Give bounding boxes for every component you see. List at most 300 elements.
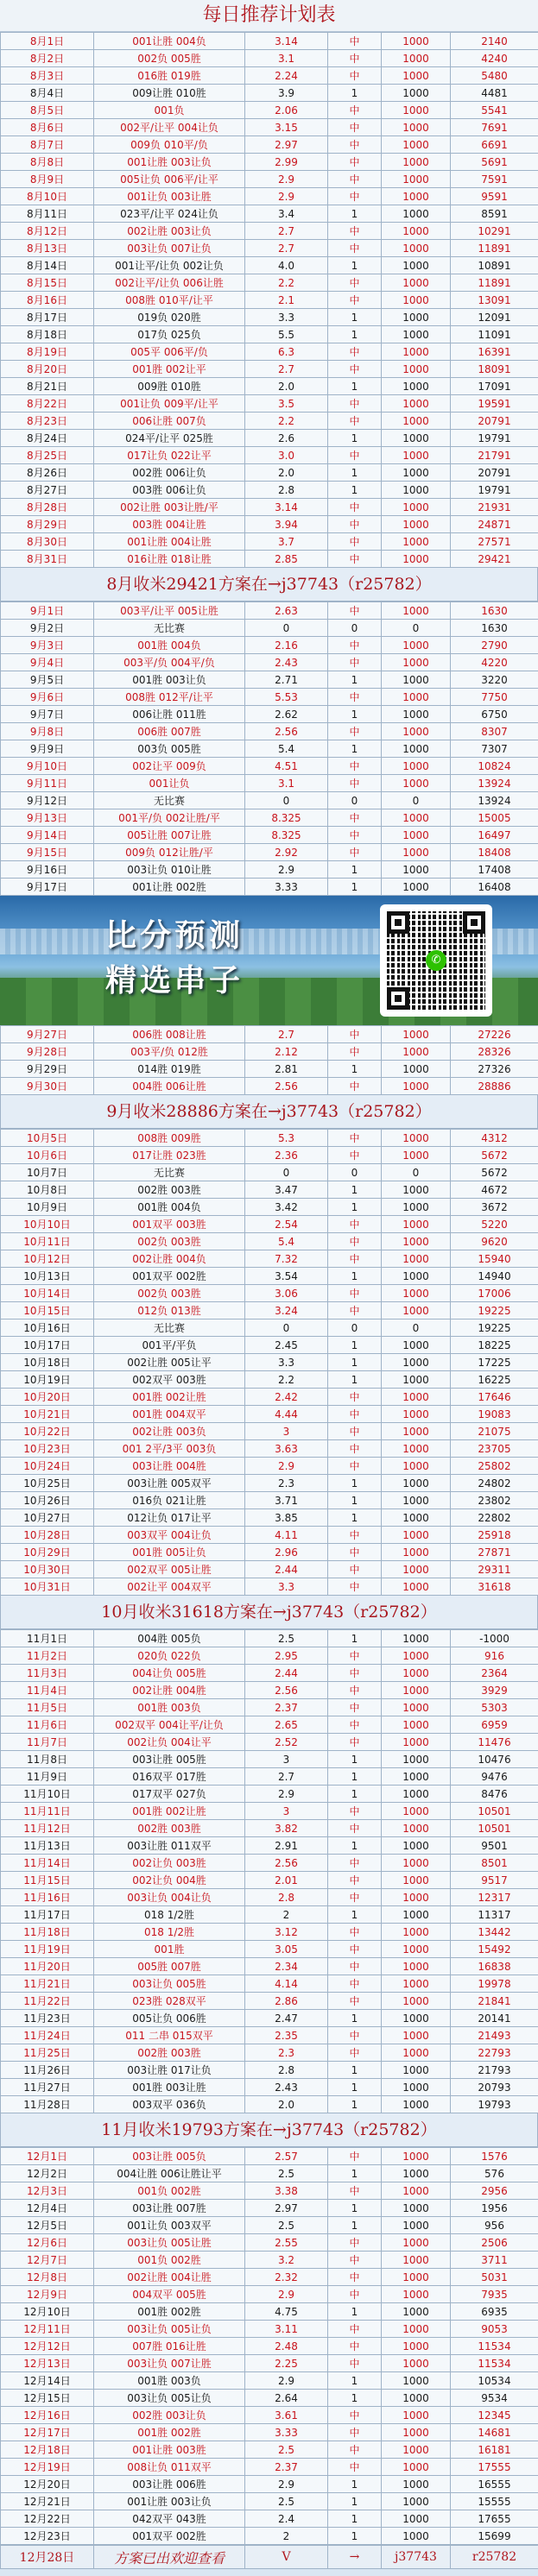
- row-date: 10月30日: [1, 1561, 94, 1578]
- row-picks: 003胜 004让胜: [94, 516, 245, 533]
- row-picks: 002胜 006让负: [94, 464, 245, 482]
- row-balance: 27871: [451, 1544, 538, 1561]
- row-odds: 2: [245, 2528, 328, 2545]
- row-result: 中: [328, 2424, 382, 2441]
- row-balance: 22793: [451, 2044, 538, 2062]
- row-stake: 1000: [382, 2252, 451, 2269]
- table-row: [1, 1837, 538, 1855]
- row-date: 10月20日: [1, 1389, 94, 1406]
- row-date: 10月9日: [1, 1199, 94, 1216]
- row-stake: 1000: [382, 1837, 451, 1855]
- row-stake: 1000: [382, 1406, 451, 1423]
- row-odds: 2.4: [245, 2510, 328, 2528]
- row-date: 8月24日: [1, 430, 94, 447]
- table-row: [1, 50, 538, 67]
- row-odds: 2.35: [245, 2027, 328, 2044]
- row-stake: 1000: [382, 2407, 451, 2424]
- row-date: 9月16日: [1, 861, 94, 879]
- row-stake: 1000: [382, 1665, 451, 1682]
- row-date: 10月31日: [1, 1578, 94, 1596]
- row-picks: 002双平 004让平/让负: [94, 1716, 245, 1734]
- row-stake: 1000: [382, 809, 451, 827]
- row-stake: 1000: [382, 2510, 451, 2528]
- row-date: 11月23日: [1, 2010, 94, 2027]
- row-odds: 2.34: [245, 1958, 328, 1975]
- row-odds: 5.3: [245, 1130, 328, 1147]
- row-stake: 1000: [382, 1699, 451, 1716]
- row-result: 中: [328, 154, 382, 171]
- table-row: [1, 257, 538, 274]
- row-stake: 1000: [382, 292, 451, 309]
- table-row: [1, 1768, 538, 1786]
- row-picks: 007胜 016让胜: [94, 2338, 245, 2355]
- row-odds: 2.3: [245, 1475, 328, 1492]
- row-date: 12月19日: [1, 2459, 94, 2476]
- row-balance: 6691: [451, 136, 538, 154]
- table-row: [1, 2321, 538, 2338]
- row-result: 1: [328, 861, 382, 879]
- row-picks: 002让胜 004负: [94, 1250, 245, 1268]
- row-date: 11月13日: [1, 1837, 94, 1855]
- row-date: 8月22日: [1, 395, 94, 413]
- row-date: 10月17日: [1, 1337, 94, 1354]
- footer-arrow: →: [328, 2546, 382, 2569]
- qr-code-icon: [380, 904, 492, 1017]
- table-row: [1, 2424, 538, 2441]
- row-balance: 22802: [451, 1509, 538, 1527]
- table-row: [1, 706, 538, 723]
- row-picks: 006让胜 011胜: [94, 706, 245, 723]
- row-odds: 3.24: [245, 1302, 328, 1319]
- table-row: [1, 2510, 538, 2528]
- row-odds: 2.0: [245, 464, 328, 482]
- row-result: 中: [328, 67, 382, 85]
- table-row: [1, 1665, 538, 1682]
- row-balance: 24871: [451, 516, 538, 533]
- row-stake: 1000: [382, 464, 451, 482]
- row-stake: 1000: [382, 1527, 451, 1544]
- row-picks: 无比赛: [94, 1319, 245, 1337]
- row-result: 中: [328, 171, 382, 188]
- row-result: 0: [328, 792, 382, 809]
- row-result: 中: [328, 1250, 382, 1268]
- table-row: [1, 1130, 538, 1147]
- row-picks: 004让负 005胜: [94, 1665, 245, 1682]
- row-result: 中: [328, 1406, 382, 1423]
- row-balance: 28886: [451, 1078, 538, 1095]
- row-odds: 2.36: [245, 1147, 328, 1164]
- table-row: [1, 1906, 538, 1924]
- row-stake: 1000: [382, 1544, 451, 1561]
- row-odds: 2.97: [245, 136, 328, 154]
- row-result: 1: [328, 2217, 382, 2234]
- row-date: 9月3日: [1, 637, 94, 654]
- row-date: 10月16日: [1, 1319, 94, 1337]
- row-odds: 2.5: [245, 1630, 328, 1647]
- footer-note: 方案已出欢迎查看: [94, 2546, 245, 2569]
- row-odds: 2.32: [245, 2269, 328, 2286]
- row-odds: 4.11: [245, 1527, 328, 1544]
- row-odds: 2.92: [245, 844, 328, 861]
- table-row: [1, 689, 538, 706]
- row-balance: 14940: [451, 1268, 538, 1285]
- table-row: [1, 1544, 538, 1561]
- row-picks: 017负 025负: [94, 326, 245, 343]
- row-picks: 004双平 005胜: [94, 2286, 245, 2303]
- row-date: 8月28日: [1, 499, 94, 516]
- table-row: [1, 154, 538, 171]
- row-odds: 2.24: [245, 67, 328, 85]
- table-row: [1, 1855, 538, 1872]
- row-odds: 3.38: [245, 2182, 328, 2200]
- row-stake: 0: [382, 792, 451, 809]
- table-row: [1, 1682, 538, 1699]
- row-stake: 1000: [382, 1941, 451, 1958]
- row-date: 10月19日: [1, 1371, 94, 1389]
- row-stake: 1000: [382, 499, 451, 516]
- row-result: 1: [328, 2096, 382, 2113]
- row-result: 1: [328, 1354, 382, 1371]
- row-odds: 2.48: [245, 2338, 328, 2355]
- row-date: 8月26日: [1, 464, 94, 482]
- table-row: [1, 551, 538, 568]
- row-date: 10月15日: [1, 1302, 94, 1319]
- table-row: [1, 1043, 538, 1061]
- row-balance: 10891: [451, 257, 538, 274]
- row-balance: 9476: [451, 1768, 538, 1786]
- row-balance: 5691: [451, 154, 538, 171]
- row-stake: 1000: [382, 2372, 451, 2390]
- row-result: 0: [328, 1164, 382, 1181]
- row-stake: 0: [382, 1164, 451, 1181]
- table-row: [1, 67, 538, 85]
- row-date: 10月14日: [1, 1285, 94, 1302]
- row-picks: 无比赛: [94, 1164, 245, 1181]
- oct-summary: 10月收米31618方案在→j37743（r25782）: [0, 1596, 538, 1629]
- row-result: 中: [328, 1216, 382, 1233]
- row-balance: 17225: [451, 1354, 538, 1371]
- row-result: 中: [328, 1285, 382, 1302]
- row-balance: 10501: [451, 1820, 538, 1837]
- row-picks: 001让胜 003胜: [94, 2441, 245, 2459]
- row-result: 1: [328, 482, 382, 499]
- table-row: [1, 1302, 538, 1319]
- row-result: 中: [328, 1561, 382, 1578]
- row-result: 中: [328, 551, 382, 568]
- row-odds: 3.14: [245, 33, 328, 50]
- row-odds: 2.56: [245, 723, 328, 740]
- row-balance: 23802: [451, 1492, 538, 1509]
- row-date: 11月11日: [1, 1803, 94, 1820]
- row-balance: 29311: [451, 1561, 538, 1578]
- row-result: 中: [328, 809, 382, 827]
- table-row: [1, 740, 538, 758]
- row-picks: 001让负: [94, 775, 245, 792]
- row-picks: 024平/让平 025胜: [94, 430, 245, 447]
- row-stake: 1000: [382, 1475, 451, 1492]
- row-stake: 1000: [382, 861, 451, 879]
- row-balance: 2506: [451, 2234, 538, 2252]
- row-stake: 1000: [382, 1389, 451, 1406]
- table-row: [1, 654, 538, 671]
- table-row: [1, 2182, 538, 2200]
- row-picks: 002让负 003胜: [94, 1855, 245, 1872]
- row-picks: 001让平/让负 002让负: [94, 257, 245, 274]
- row-odds: 3.4: [245, 205, 328, 223]
- table-row: [1, 1371, 538, 1389]
- row-result: 中: [328, 188, 382, 205]
- row-result: 中: [328, 1820, 382, 1837]
- nov-table: [0, 1629, 538, 2113]
- row-date: 12月9日: [1, 2286, 94, 2303]
- row-picks: 002让胜 005让平: [94, 1354, 245, 1371]
- row-picks: 020负 022负: [94, 1647, 245, 1665]
- row-odds: 2.42: [245, 1389, 328, 1406]
- row-balance: 20141: [451, 2010, 538, 2027]
- table-row: [1, 395, 538, 413]
- row-balance: 3220: [451, 671, 538, 689]
- row-picks: 002胜 003胜: [94, 1181, 245, 1199]
- row-picks: 001负: [94, 102, 245, 119]
- row-picks: 003平/负 004平/负: [94, 654, 245, 671]
- table-row: [1, 2286, 538, 2303]
- row-odds: 4.44: [245, 1406, 328, 1423]
- table-row: [1, 2493, 538, 2510]
- row-picks: 001让胜 004负: [94, 33, 245, 50]
- row-date: 12月16日: [1, 2407, 94, 2424]
- row-result: 1: [328, 2200, 382, 2217]
- row-date: 12月12日: [1, 2338, 94, 2355]
- row-balance: 15492: [451, 1941, 538, 1958]
- table-row: [1, 1268, 538, 1285]
- row-stake: 1000: [382, 740, 451, 758]
- row-result: 1: [328, 740, 382, 758]
- row-odds: 2.63: [245, 602, 328, 620]
- row-result: 中: [328, 447, 382, 464]
- row-stake: 1000: [382, 2027, 451, 2044]
- row-picks: 008胜 009胜: [94, 1130, 245, 1147]
- aug-table: [0, 32, 538, 568]
- row-date: 8月20日: [1, 361, 94, 378]
- row-date: 11月15日: [1, 1872, 94, 1889]
- row-stake: 1000: [382, 309, 451, 326]
- row-stake: 1000: [382, 50, 451, 67]
- row-balance: 20791: [451, 413, 538, 430]
- row-odds: 8.325: [245, 809, 328, 827]
- row-result: 中: [328, 516, 382, 533]
- row-picks: 无比赛: [94, 792, 245, 809]
- row-date: 12月13日: [1, 2355, 94, 2372]
- row-stake: 1000: [382, 1492, 451, 1509]
- row-odds: 3.3: [245, 1578, 328, 1596]
- table-row: [1, 2441, 538, 2459]
- row-stake: 1000: [382, 2528, 451, 2545]
- row-odds: 3.94: [245, 516, 328, 533]
- row-date: 8月25日: [1, 447, 94, 464]
- row-balance: 11476: [451, 1734, 538, 1751]
- row-stake: 1000: [382, 637, 451, 654]
- row-date: 11月26日: [1, 2062, 94, 2079]
- row-balance: 21791: [451, 447, 538, 464]
- row-stake: 1000: [382, 1354, 451, 1371]
- row-odds: 2.91: [245, 1837, 328, 1855]
- row-odds: 4.51: [245, 758, 328, 775]
- row-picks: 003双平 036负: [94, 2096, 245, 2113]
- row-balance: 14681: [451, 2424, 538, 2441]
- row-stake: 1000: [382, 1924, 451, 1941]
- row-odds: 3: [245, 1803, 328, 1820]
- table-row: [1, 1786, 538, 1803]
- row-date: 10月5日: [1, 1130, 94, 1147]
- table-row: [1, 1389, 538, 1406]
- row-date: 12月23日: [1, 2528, 94, 2545]
- row-picks: 001负 002胜: [94, 2252, 245, 2269]
- row-balance: 28326: [451, 1043, 538, 1061]
- table-row: [1, 274, 538, 292]
- row-picks: 003平/让平 005让胜: [94, 602, 245, 620]
- row-stake: 1000: [382, 758, 451, 775]
- row-stake: 1000: [382, 430, 451, 447]
- row-date: 9月29日: [1, 1061, 94, 1078]
- row-picks: 002让平 004双平: [94, 1578, 245, 1596]
- row-balance: 4220: [451, 654, 538, 671]
- row-date: 11月4日: [1, 1682, 94, 1699]
- row-result: 中: [328, 2234, 382, 2252]
- row-date: 12月1日: [1, 2148, 94, 2165]
- row-odds: 3.63: [245, 1440, 328, 1458]
- row-odds: 2.43: [245, 654, 328, 671]
- row-result: 1: [328, 1837, 382, 1855]
- row-stake: 1000: [382, 775, 451, 792]
- row-picks: 001负 002胜: [94, 2182, 245, 2200]
- row-stake: 1000: [382, 257, 451, 274]
- row-balance: 8476: [451, 1786, 538, 1803]
- row-date: 11月2日: [1, 1647, 94, 1665]
- row-picks: 002让胜 003让胜/平: [94, 499, 245, 516]
- table-row: [1, 223, 538, 240]
- row-odds: 3.82: [245, 1820, 328, 1837]
- row-odds: 2: [245, 1906, 328, 1924]
- row-picks: 无比赛: [94, 620, 245, 637]
- row-balance: 10476: [451, 1751, 538, 1768]
- row-date: 10月10日: [1, 1216, 94, 1233]
- row-stake: 1000: [382, 844, 451, 861]
- table-row: [1, 1164, 538, 1181]
- row-date: 11月28日: [1, 2096, 94, 2113]
- row-picks: 012让负 017让平: [94, 1509, 245, 1527]
- table-row: [1, 1181, 538, 1199]
- row-odds: 2.52: [245, 1734, 328, 1751]
- row-result: 中: [328, 119, 382, 136]
- row-stake: 1000: [382, 1302, 451, 1319]
- row-odds: 2.55: [245, 2234, 328, 2252]
- row-balance: 11091: [451, 326, 538, 343]
- row-balance: 9053: [451, 2321, 538, 2338]
- row-result: 中: [328, 2286, 382, 2303]
- row-odds: 0: [245, 792, 328, 809]
- row-result: 中: [328, 1043, 382, 1061]
- table-row: [1, 292, 538, 309]
- table-row: [1, 2355, 538, 2372]
- row-balance: 4672: [451, 1181, 538, 1199]
- row-stake: 1000: [382, 240, 451, 257]
- table-row: [1, 1975, 538, 1993]
- table-row: [1, 1820, 538, 1837]
- row-picks: 011 二串 015双平: [94, 2027, 245, 2044]
- row-balance: 24802: [451, 1475, 538, 1492]
- row-stake: 1000: [382, 2390, 451, 2407]
- table-row: [1, 499, 538, 516]
- row-balance: 11534: [451, 2355, 538, 2372]
- table-row: [1, 326, 538, 343]
- row-picks: 014胜 019胜: [94, 1061, 245, 1078]
- row-balance: 16225: [451, 1371, 538, 1389]
- table-row: [1, 136, 538, 154]
- row-date: 8月3日: [1, 67, 94, 85]
- row-stake: 1000: [382, 1026, 451, 1043]
- row-date: 9月15日: [1, 844, 94, 861]
- row-balance: 7935: [451, 2286, 538, 2303]
- row-date: 8月2日: [1, 50, 94, 67]
- row-picks: 006让胜 007负: [94, 413, 245, 430]
- row-result: 中: [328, 827, 382, 844]
- table-row: [1, 1803, 538, 1820]
- row-stake: 1000: [382, 1440, 451, 1458]
- row-result: 中: [328, 1078, 382, 1095]
- row-balance: 2790: [451, 637, 538, 654]
- row-result: 中: [328, 1423, 382, 1440]
- row-date: 10月28日: [1, 1527, 94, 1544]
- row-odds: 2.9: [245, 2372, 328, 2390]
- row-odds: 3.5: [245, 395, 328, 413]
- row-picks: 003让负 007让负: [94, 240, 245, 257]
- row-odds: 2.5: [245, 2441, 328, 2459]
- table-row: [1, 2407, 538, 2424]
- table-row: [1, 361, 538, 378]
- table-row: [1, 2200, 538, 2217]
- row-result: 1: [328, 879, 382, 896]
- row-stake: 1000: [382, 2441, 451, 2459]
- row-odds: 2.44: [245, 1665, 328, 1682]
- row-picks: 004胜 005负: [94, 1630, 245, 1647]
- wechat-icon: ✆: [426, 950, 446, 971]
- row-date: 11月17日: [1, 1906, 94, 1924]
- table-row: [1, 2217, 538, 2234]
- row-balance: 25802: [451, 1458, 538, 1475]
- row-result: 中: [328, 413, 382, 430]
- table-row: [1, 1647, 538, 1665]
- row-stake: 1000: [382, 1716, 451, 1734]
- table-row: [1, 2044, 538, 2062]
- row-odds: 2.6: [245, 430, 328, 447]
- dec-table: [0, 2147, 538, 2545]
- row-result: 中: [328, 1665, 382, 1682]
- row-date: 11月14日: [1, 1855, 94, 1872]
- row-result: 中: [328, 1872, 382, 1889]
- row-balance: 21793: [451, 2062, 538, 2079]
- row-date: 9月11日: [1, 775, 94, 792]
- row-date: 9月27日: [1, 1026, 94, 1043]
- row-result: 中: [328, 1544, 382, 1561]
- table-row: [1, 1026, 538, 1043]
- oct-table: [0, 1129, 538, 1596]
- row-picks: 001胜 003让负: [94, 671, 245, 689]
- table-row: [1, 430, 538, 447]
- row-balance: 2140: [451, 33, 538, 50]
- row-odds: 2.95: [245, 1647, 328, 1665]
- row-balance: 1630: [451, 602, 538, 620]
- table-row: [1, 1578, 538, 1596]
